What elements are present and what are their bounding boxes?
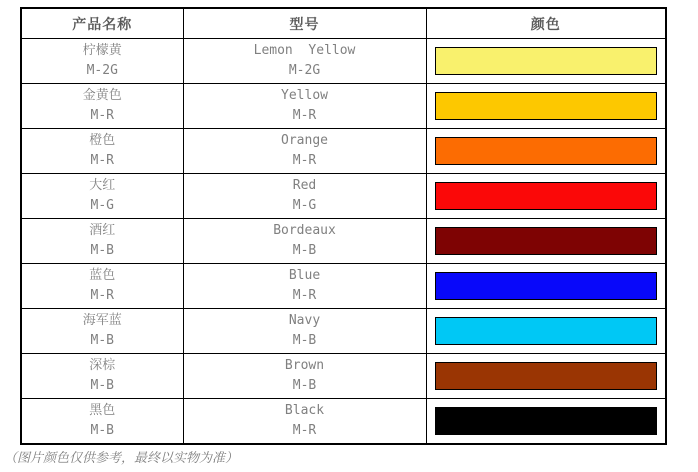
product-color-table (20, 7, 667, 445)
model-cell (183, 84, 426, 129)
table-body (21, 39, 666, 445)
model-cell (183, 219, 426, 264)
table-row (21, 264, 666, 309)
model-name: Orange (281, 133, 328, 148)
product-name-cell (21, 354, 183, 399)
color-cell (426, 219, 666, 264)
product-name-code: M-B (90, 333, 114, 348)
model-cell (183, 174, 426, 219)
product-name: 蓝色 (89, 268, 116, 283)
color-cell (426, 129, 666, 174)
table-row (21, 129, 666, 174)
model-name: Navy (288, 313, 321, 328)
product-name-code: M-2G (86, 63, 118, 78)
product-name-code: M-B (90, 243, 114, 258)
model-cell (183, 309, 426, 354)
model-cell (183, 354, 426, 399)
color-cell (426, 399, 666, 445)
model-name: Bordeaux (273, 223, 336, 238)
model-name: Black (284, 403, 325, 418)
header-product-name: 产品名称 (21, 8, 183, 39)
product-name: 柠檬黄 (82, 43, 122, 58)
color-swatch (435, 47, 658, 75)
model-code: M-B (292, 378, 317, 393)
product-name: 海军蓝 (82, 313, 122, 328)
product-name-cell (21, 174, 183, 219)
product-name: 酒红 (89, 223, 116, 238)
product-name-code: M-R (90, 288, 114, 303)
product-name-code: M-B (90, 423, 114, 438)
product-name: 大红 (89, 178, 116, 193)
color-cell (426, 39, 666, 84)
color-cell (426, 84, 666, 129)
product-name-cell (21, 84, 183, 129)
color-swatch (435, 272, 658, 300)
product-name-code: M-R (90, 153, 114, 168)
model-code: M-G (292, 198, 317, 213)
product-name: 金黄色 (82, 88, 122, 103)
product-name-code: M-R (90, 108, 114, 123)
model-code: M-R (292, 153, 317, 168)
table-row (21, 84, 666, 129)
header-model: 型号 (183, 8, 426, 39)
table-row (21, 219, 666, 264)
model-name: Blue (288, 268, 321, 283)
color-cell (426, 264, 666, 309)
model-name: Lemon Yellow (253, 43, 356, 58)
model-code: M-B (292, 333, 317, 348)
model-code: M-R (292, 423, 317, 438)
model-name: Red (292, 178, 317, 193)
color-swatch (435, 407, 658, 435)
color-swatch (435, 317, 658, 345)
product-name: 橙色 (89, 133, 116, 148)
product-name-cell (21, 219, 183, 264)
model-cell (183, 129, 426, 174)
model-cell (183, 264, 426, 309)
footnote: （图片颜色仅供参考，最终以实物为准） (4, 451, 239, 466)
model-cell (183, 399, 426, 445)
product-name-cell (21, 129, 183, 174)
product-name-cell (21, 39, 183, 84)
model-code: M-R (292, 108, 317, 123)
model-name: Brown (284, 358, 325, 373)
model-code: M-B (292, 243, 317, 258)
product-name-code: M-G (90, 198, 114, 213)
product-name-cell (21, 309, 183, 354)
color-swatch (435, 227, 658, 255)
color-swatch (435, 137, 658, 165)
color-cell (426, 174, 666, 219)
table-row (21, 174, 666, 219)
color-cell (426, 354, 666, 399)
table-header-row (21, 8, 666, 39)
product-name-code: M-B (90, 378, 114, 393)
model-name: Yellow (281, 88, 328, 103)
product-name-cell (21, 264, 183, 309)
model-code: M-R (292, 288, 317, 303)
color-swatch (435, 362, 658, 390)
color-cell (426, 309, 666, 354)
header-color: 颜色 (426, 8, 666, 39)
table-row (21, 399, 666, 445)
table-row (21, 354, 666, 399)
table-row (21, 309, 666, 354)
table-row (21, 39, 666, 84)
product-name: 深棕 (89, 358, 116, 373)
product-name: 黑色 (89, 403, 116, 418)
model-code: M-2G (288, 63, 321, 78)
product-name-cell (21, 399, 183, 445)
model-cell (183, 39, 426, 84)
color-swatch (435, 92, 658, 120)
color-swatch (435, 182, 658, 210)
